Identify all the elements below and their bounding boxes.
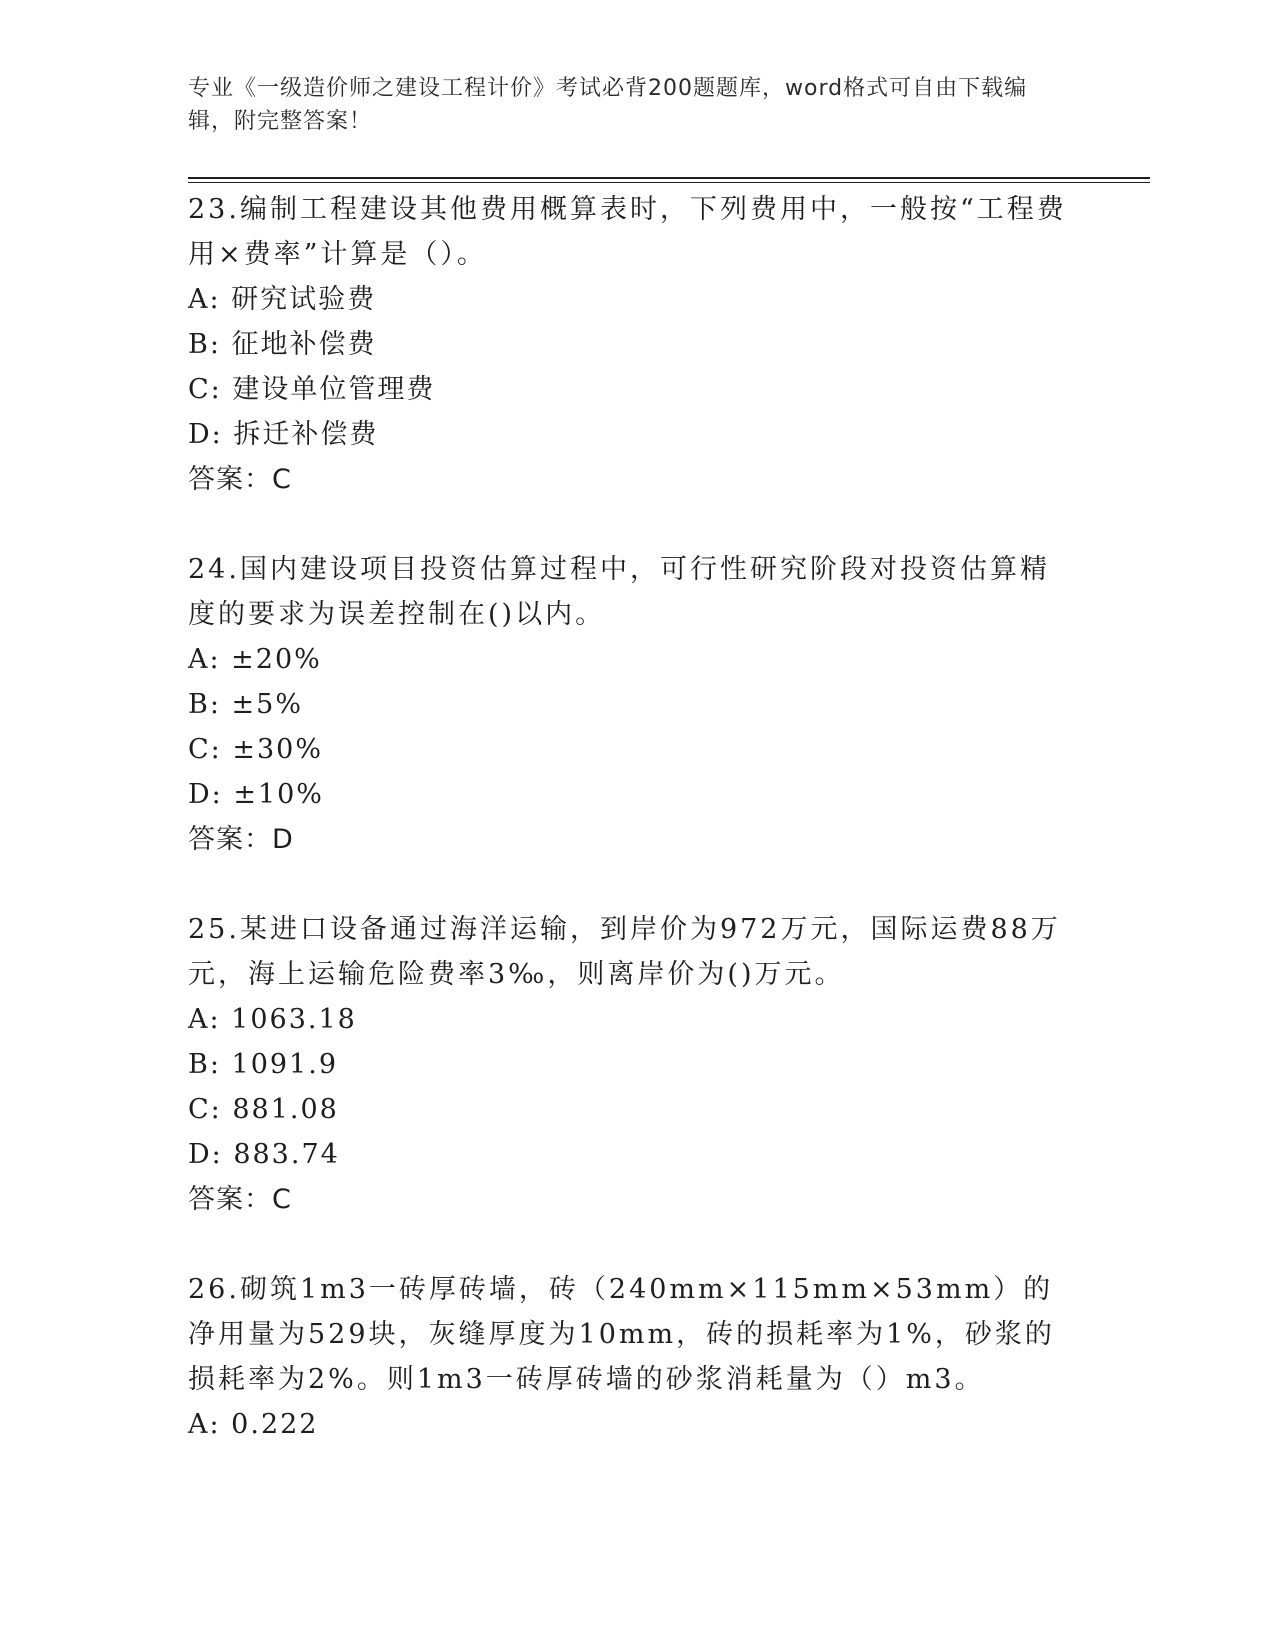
answer: 答案：C	[188, 1184, 292, 1215]
document-header	[188, 72, 1068, 138]
option-d: D: ±10%	[188, 779, 324, 810]
option-d: D: 883.74	[188, 1139, 340, 1170]
answer: 答案：C	[188, 464, 292, 495]
question-24	[188, 547, 1078, 863]
question-25	[188, 907, 1078, 1223]
question-stem: 23.编制工程建设其他费用概算表时，下列费用中，一般按“工程费用×费率”计算是（）。	[188, 194, 1067, 270]
option-b: B: 征地补偿费	[188, 329, 377, 360]
question-stem: 25.某进口设备通过海洋运输，到岸价为972万元，国际运费88万元，海上运输危险费率3‰，则离岸价为()万元。	[188, 914, 1061, 990]
question-stem: 24.国内建设项目投资估算过程中，可行性研究阶段对投资估算精度的要求为误差控制在()以内。	[188, 554, 1050, 630]
question-26	[188, 1267, 1078, 1447]
question-list	[188, 187, 1078, 1491]
question-stem: 26.砌筑1m3一砖厚砖墙，砖（240mm×115mm×53mm）的净用量为529块，灰缝厚度为10mm，砖的损耗率为1%，砂浆的损耗率为2%。则1m3一砖厚砖墙的砂浆消耗量为（）m3。	[188, 1274, 1055, 1395]
option-a: A: 0.222	[188, 1409, 319, 1440]
option-d: D: 拆迁补偿费	[188, 419, 379, 450]
header-divider-thick	[188, 177, 1150, 179]
option-a: A: ±20%	[188, 644, 322, 675]
question-23	[188, 187, 1078, 503]
option-c: C: 881.08	[188, 1094, 339, 1125]
option-c: C: ±30%	[188, 734, 323, 765]
option-a: A: 研究试验费	[188, 284, 377, 315]
option-c: C: 建设单位管理费	[188, 374, 436, 405]
header-divider-thin	[188, 182, 1150, 183]
header-text: 专业《一级造价师之建设工程计价》考试必背200题题库，word格式可自由下载编辑，附完整答案！	[188, 76, 1028, 134]
answer: 答案：D	[188, 824, 294, 855]
option-b: B: ±5%	[188, 689, 303, 720]
option-b: B: 1091.9	[188, 1049, 338, 1080]
option-a: A: 1063.18	[188, 1004, 357, 1035]
